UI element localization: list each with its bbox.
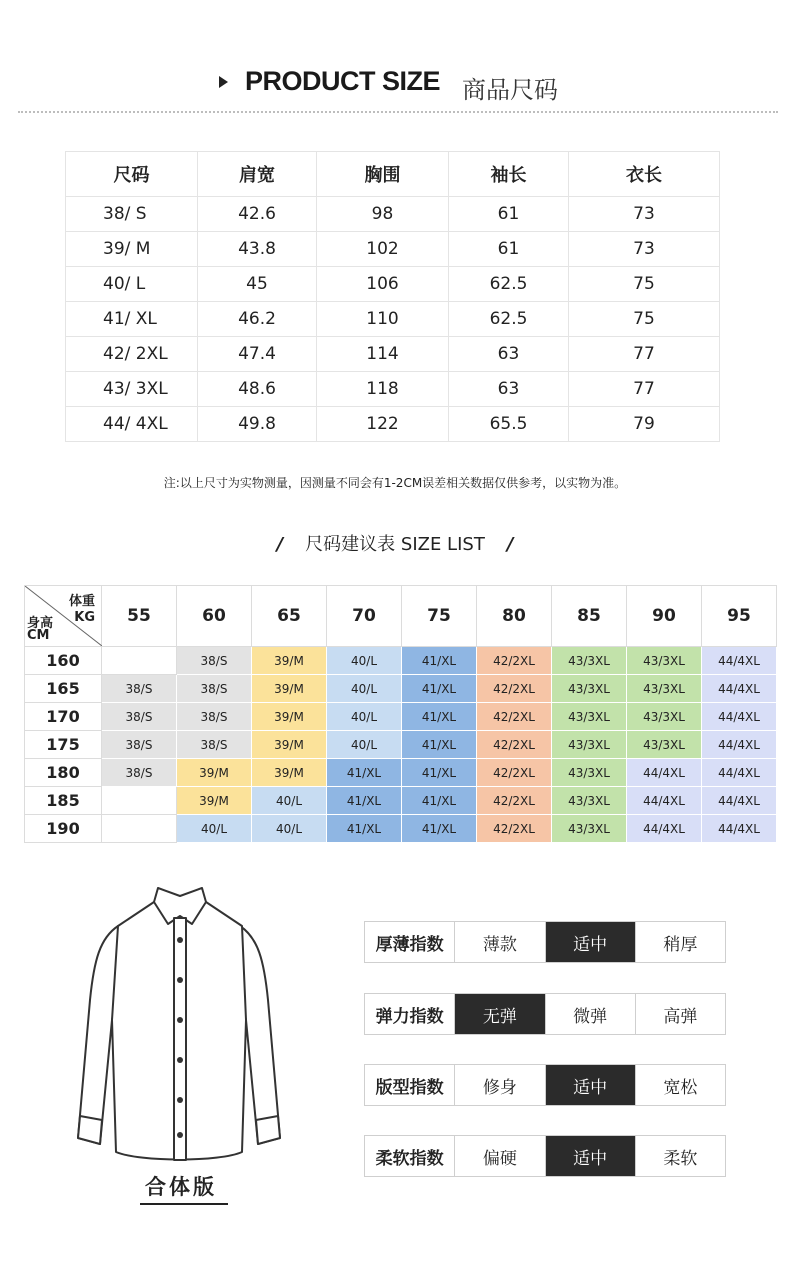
size-cell: 43/ 3XL: [66, 372, 198, 407]
suggested-size-cell: 44/4XL: [702, 731, 777, 759]
dotted-divider: [18, 111, 778, 113]
suggested-size-cell: 40/L: [252, 815, 327, 843]
suggested-size-cell: 44/4XL: [627, 787, 702, 815]
suggested-size-cell: 40/L: [327, 647, 402, 675]
attribute-option: 宽松: [635, 1065, 725, 1105]
suggested-size-cell: 43/3XL: [552, 815, 627, 843]
suggested-size-cell: 42/2XL: [477, 675, 552, 703]
table-row: [66, 372, 720, 407]
size-list-title-text: 尺码建议表 SIZE LIST: [305, 534, 485, 555]
suggested-size-cell: 43/3XL: [627, 703, 702, 731]
measurement-cell: 73: [569, 197, 720, 232]
weight-cell: 55: [102, 586, 177, 647]
table-row: [66, 337, 720, 372]
table-row: [66, 232, 720, 267]
measurement-cell: 49.8: [198, 407, 317, 442]
page-header: [0, 62, 790, 106]
measurement-cell: 77: [569, 372, 720, 407]
suggested-size-cell: 43/3XL: [552, 759, 627, 787]
suggested-size-cell: 41/XL: [402, 647, 477, 675]
suggested-size-cell: 39/M: [252, 731, 327, 759]
suggested-size-cell: 38/S: [102, 731, 177, 759]
suggested-size-cell: 43/3XL: [552, 787, 627, 815]
size-list-title: [0, 530, 790, 556]
suggested-size-cell: 41/XL: [327, 787, 402, 815]
suggested-size-cell: [102, 647, 177, 675]
suggested-size-cell: 39/M: [252, 703, 327, 731]
measurement-cell: 110: [317, 302, 449, 337]
attribute-label: 厚薄指数: [375, 934, 444, 955]
suggested-size-cell: 38/S: [177, 647, 252, 675]
column-header: 袖长: [449, 152, 569, 197]
measurement-cell: 46.2: [198, 302, 317, 337]
table-row: [66, 267, 720, 302]
suggested-size-cell: 43/3XL: [552, 675, 627, 703]
shirt-illustration-icon: [70, 880, 290, 1180]
suggested-size-cell: 38/S: [102, 675, 177, 703]
measurement-cell: 102: [317, 232, 449, 267]
height-row: [25, 759, 777, 787]
suggested-size-cell: [102, 787, 177, 815]
suggested-size-cell: 42/2XL: [477, 731, 552, 759]
attribute-row: [364, 921, 726, 963]
suggested-size-cell: [102, 815, 177, 843]
title-english: PRODUCT SIZE: [245, 66, 441, 96]
column-header: 衣长: [569, 152, 720, 197]
measurement-cell: 47.4: [198, 337, 317, 372]
height-row: [25, 815, 777, 843]
measurement-cell: 61: [449, 197, 569, 232]
measurement-cell: 73: [569, 232, 720, 267]
height-cell: 175: [25, 731, 102, 759]
measurement-cell: 77: [569, 337, 720, 372]
height-cell: 190: [25, 815, 102, 843]
measurement-cell: 122: [317, 407, 449, 442]
suggested-size-cell: 41/XL: [402, 703, 477, 731]
height-row: [25, 647, 777, 675]
cm-label: CM: [27, 628, 50, 643]
attribute-label: 弹力指数: [375, 1006, 444, 1027]
suggested-size-cell: 38/S: [177, 731, 252, 759]
suggested-size-cell: 44/4XL: [702, 675, 777, 703]
attribute-option-selected: 适中: [545, 1065, 635, 1105]
table-row: [66, 407, 720, 442]
column-header: 肩宽: [198, 152, 317, 197]
suggested-size-cell: 44/4XL: [627, 815, 702, 843]
suggested-size-cell: 44/4XL: [702, 647, 777, 675]
measurement-note: 注:以上尺寸为实物测量，因测量不同会有1-2CM误差相关数据仅供参考，以实物为准。: [163, 476, 627, 490]
size-cell: 40/ L: [66, 267, 198, 302]
suggested-size-cell: 39/M: [177, 759, 252, 787]
suggested-size-cell: 42/2XL: [477, 703, 552, 731]
measurement-cell: 61: [449, 232, 569, 267]
height-row: [25, 731, 777, 759]
suggested-size-cell: 40/L: [252, 787, 327, 815]
attribute-option: 高弹: [635, 994, 725, 1034]
title-chinese: 商品尺码: [462, 76, 558, 104]
size-table-header-row: [66, 152, 720, 197]
measurement-cell: 63: [449, 372, 569, 407]
weight-cell: 75: [402, 586, 477, 647]
height-cell: 180: [25, 759, 102, 787]
weight-cell: 70: [327, 586, 402, 647]
attribute-row: [364, 1064, 726, 1106]
suggested-size-cell: 44/4XL: [702, 815, 777, 843]
attribute-label: 版型指数: [375, 1077, 444, 1098]
measurement-cell: 42.6: [198, 197, 317, 232]
suggested-size-cell: 41/XL: [327, 815, 402, 843]
attribute-row: [364, 1135, 726, 1177]
size-cell: 39/ M: [66, 232, 198, 267]
suggested-size-cell: 44/4XL: [702, 759, 777, 787]
slash-right: /: [506, 534, 514, 555]
measurement-cell: 48.6: [198, 372, 317, 407]
suggested-size-cell: 41/XL: [402, 787, 477, 815]
measurement-cell: 106: [317, 267, 449, 302]
suggested-size-cell: 40/L: [327, 703, 402, 731]
suggested-size-cell: 40/L: [327, 675, 402, 703]
measurement-cell: 63: [449, 337, 569, 372]
height-cell: 165: [25, 675, 102, 703]
measurement-cell: 98: [317, 197, 449, 232]
suggested-size-cell: 40/L: [177, 815, 252, 843]
size-cell: 42/ 2XL: [66, 337, 198, 372]
suggested-size-cell: 38/S: [102, 703, 177, 731]
suggested-size-cell: 38/S: [102, 759, 177, 787]
column-header: 尺码: [66, 152, 198, 197]
measurement-cell: 114: [317, 337, 449, 372]
suggested-size-cell: 42/2XL: [477, 759, 552, 787]
measurement-cell: 62.5: [449, 267, 569, 302]
measurement-cell: 118: [317, 372, 449, 407]
weight-label: 体重: [68, 594, 95, 609]
weight-cell: 95: [702, 586, 777, 647]
attribute-option: 稍厚: [635, 922, 725, 962]
measurement-cell: 79: [569, 407, 720, 442]
fit-underline: [140, 1203, 228, 1205]
suggested-size-cell: 38/S: [177, 675, 252, 703]
measurement-cell: 75: [569, 302, 720, 337]
measurement-cell: 43.8: [198, 232, 317, 267]
suggested-size-cell: 39/M: [252, 647, 327, 675]
table-row: [66, 197, 720, 232]
suggested-size-cell: 39/M: [252, 675, 327, 703]
table-row: [66, 302, 720, 337]
weight-cell: 65: [252, 586, 327, 647]
size-cell: 44/ 4XL: [66, 407, 198, 442]
weight-cell: 85: [552, 586, 627, 647]
suggested-size-cell: 42/2XL: [477, 647, 552, 675]
height-row: [25, 675, 777, 703]
suggested-size-cell: 39/M: [252, 759, 327, 787]
attribute-label: 柔软指数: [375, 1148, 444, 1169]
measurement-cell: 65.5: [449, 407, 569, 442]
attribute-option: 微弹: [545, 994, 635, 1034]
suggested-size-cell: 41/XL: [327, 759, 402, 787]
size-suggestion-grid: [24, 585, 777, 843]
weight-header-row: [25, 586, 777, 647]
triangle-icon: [219, 76, 228, 88]
suggested-size-cell: 44/4XL: [702, 703, 777, 731]
measurement-cell: 62.5: [449, 302, 569, 337]
suggested-size-cell: 44/4XL: [627, 759, 702, 787]
height-cell: 170: [25, 703, 102, 731]
suggested-size-cell: 40/L: [327, 731, 402, 759]
suggested-size-cell: 41/XL: [402, 759, 477, 787]
attribute-option: 柔软: [635, 1136, 725, 1176]
height-row: [25, 703, 777, 731]
suggested-size-cell: 43/3XL: [552, 647, 627, 675]
attribute-option: 偏硬: [454, 1136, 544, 1176]
height-cell: 160: [25, 647, 102, 675]
suggested-size-cell: 41/XL: [402, 731, 477, 759]
grid-corner-cell: [25, 586, 102, 647]
suggested-size-cell: 42/2XL: [477, 815, 552, 843]
attribute-row: [364, 993, 726, 1035]
suggested-size-cell: 43/3XL: [552, 731, 627, 759]
column-header: 胸围: [317, 152, 449, 197]
fit-type-label: 合体版: [145, 1175, 217, 1199]
suggested-size-cell: 44/4XL: [702, 787, 777, 815]
attribute-option-selected: 无弹: [454, 994, 544, 1034]
suggested-size-cell: 43/3XL: [627, 731, 702, 759]
height-cell: 185: [25, 787, 102, 815]
suggested-size-cell: 38/S: [177, 703, 252, 731]
kg-label: KG: [74, 610, 95, 625]
measurement-cell: 45: [198, 267, 317, 302]
attribute-option-selected: 适中: [545, 1136, 635, 1176]
weight-cell: 80: [477, 586, 552, 647]
suggested-size-cell: 43/3XL: [627, 647, 702, 675]
suggested-size-cell: 42/2XL: [477, 787, 552, 815]
suggested-size-cell: 43/3XL: [552, 703, 627, 731]
suggested-size-cell: 43/3XL: [627, 675, 702, 703]
suggested-size-cell: 41/XL: [402, 815, 477, 843]
slash-left: /: [276, 534, 284, 555]
weight-cell: 90: [627, 586, 702, 647]
size-measurement-table: [65, 151, 720, 442]
suggested-size-cell: 39/M: [177, 787, 252, 815]
height-row: [25, 787, 777, 815]
weight-cell: 60: [177, 586, 252, 647]
attribute-option: 修身: [454, 1065, 544, 1105]
attribute-option: 薄款: [454, 922, 544, 962]
suggested-size-cell: 41/XL: [402, 675, 477, 703]
height-label: 身高: [27, 616, 54, 631]
size-cell: 41/ XL: [66, 302, 198, 337]
measurement-cell: 75: [569, 267, 720, 302]
size-cell: 38/ S: [66, 197, 198, 232]
attribute-option-selected: 适中: [545, 922, 635, 962]
